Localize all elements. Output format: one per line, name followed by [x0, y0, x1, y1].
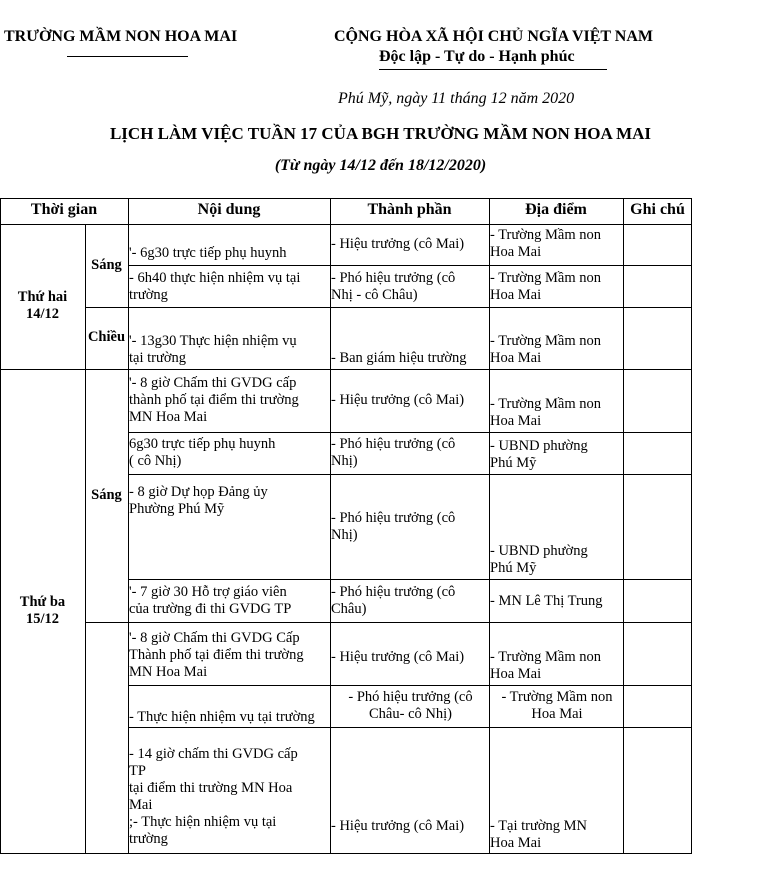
day-label: Thứ ba 15/12: [19, 594, 66, 627]
cell-location: - Trường Mầm non Hoa Mai: [490, 396, 602, 429]
row-line: [85, 622, 692, 623]
cell-content: '- 7 giờ 30 Hỗ trợ giáo viên của trường đi thi GVDG TP: [129, 584, 292, 617]
column-header-location: Địa điểm: [525, 201, 587, 218]
table-border-bottom: [0, 853, 692, 854]
cell-members: - Phó hiệu trưởng (cô Châu- cô Nhị): [348, 689, 473, 722]
row-line: [128, 474, 692, 475]
cell-location: - Trường Mầm non Hoa Mai: [490, 649, 602, 682]
cell-members: - Hiệu trưởng (cô Mai): [331, 392, 465, 408]
column-header-content: Nội dung: [197, 201, 261, 218]
cell-content: - 8 giờ Dự họp Đảng ủy Phường Phú Mỹ: [129, 484, 268, 517]
cell-content: 6g30 trực tiếp phụ huynh ( cô Nhị): [129, 436, 276, 469]
table-border-right: [691, 198, 692, 854]
day-label: Thứ hai 14/12: [17, 289, 68, 322]
row-line: [128, 579, 692, 580]
cell-content: - Thực hiện nhiệm vụ tại trường: [129, 709, 315, 725]
row-line: [0, 369, 692, 370]
session-label: Chiều: [87, 329, 126, 345]
cell-members: - Ban giám hiệu trường: [331, 350, 467, 366]
row-line: [85, 307, 692, 308]
session-label: Sáng: [91, 257, 122, 273]
place-date: Phú Mỹ, ngày 11 tháng 12 năm 2020: [338, 90, 575, 107]
column-header-notes: Ghi chú: [630, 201, 685, 218]
national-motto: Độc lập - Tự do - Hạnh phúc: [379, 48, 575, 65]
column-header-members: Thành phần: [367, 201, 452, 218]
cell-members: - Phó hiệu trưởng (cô Châu): [331, 584, 456, 617]
session-divider: [85, 224, 86, 854]
cell-members: - Hiệu trưởng (cô Mai): [331, 818, 465, 834]
country-name: CỘNG HÒA XÃ HỘI CHỦ NGĨA VIỆT NAM: [334, 28, 653, 45]
session-label: Sáng: [91, 487, 122, 503]
cell-content: '- 8 giờ Chấm thi GVDG cấp thành phố tại điểm thi trường MN Hoa Mai: [129, 375, 299, 425]
cell-members: - Phó hiệu trưởng (cô Nhị): [331, 436, 456, 469]
header-bottom: [0, 224, 692, 225]
cell-members: - Phó hiệu trưởng (cô Nhị): [331, 510, 456, 543]
cell-location: - UBND phường Phú Mỹ: [490, 438, 588, 471]
page-title: LỊCH LÀM VIỆC TUẦN 17 CỦA BGH TRƯỜNG MẦM NON HOA MAI: [109, 124, 652, 143]
row-line: [128, 727, 692, 728]
cell-content: - 6h40 thực hiện nhiệm vụ tại trường: [129, 270, 301, 303]
cell-content: '- 13g30 Thực hiện nhiệm vụ tại trường: [129, 333, 297, 366]
cell-location: - UBND phường Phú Mỹ: [490, 543, 588, 576]
school-name: TRƯỜNG MẦM NON HOA MAI: [4, 28, 238, 45]
cell-members: - Hiệu trưởng (cô Mai): [331, 649, 465, 665]
table-border-top: [0, 198, 692, 199]
row-line: [128, 432, 692, 433]
date-range: (Từ ngày 14/12 đến 18/12/2020): [274, 157, 487, 174]
row-line: [128, 685, 692, 686]
cell-location: - Tại trường MN Hoa Mai: [490, 818, 588, 851]
column-header-time: Thời gian: [30, 201, 98, 218]
cell-location: - Trường Mầm non Hoa Mai: [490, 227, 602, 260]
cell-members: - Hiệu trưởng (cô Mai): [331, 236, 465, 252]
notes-divider: [623, 198, 624, 854]
cell-location: - Trường Mầm non Hoa Mai: [490, 333, 602, 366]
row-line: [128, 265, 692, 266]
cell-content: - 14 giờ chấm thi GVDG cấp TP tại điểm thi trường MN Hoa Mai ;- Thực hiện nhiệm vụ tại trường: [129, 746, 298, 847]
cell-location: - Trường Mầm non Hoa Mai: [490, 270, 602, 303]
cell-members: - Phó hiệu trưởng (cô Nhị - cô Châu): [331, 270, 456, 303]
cell-location: - Trường Mầm non Hoa Mai: [501, 689, 613, 722]
cell-content: '- 8 giờ Chấm thi GVDG Cấp Thành phố tại điểm thi trường MN Hoa Mai: [129, 630, 304, 680]
cell-location: - MN Lê Thị Trung: [490, 593, 603, 609]
cell-content: '- 6g30 trực tiếp phụ huynh: [129, 245, 287, 261]
